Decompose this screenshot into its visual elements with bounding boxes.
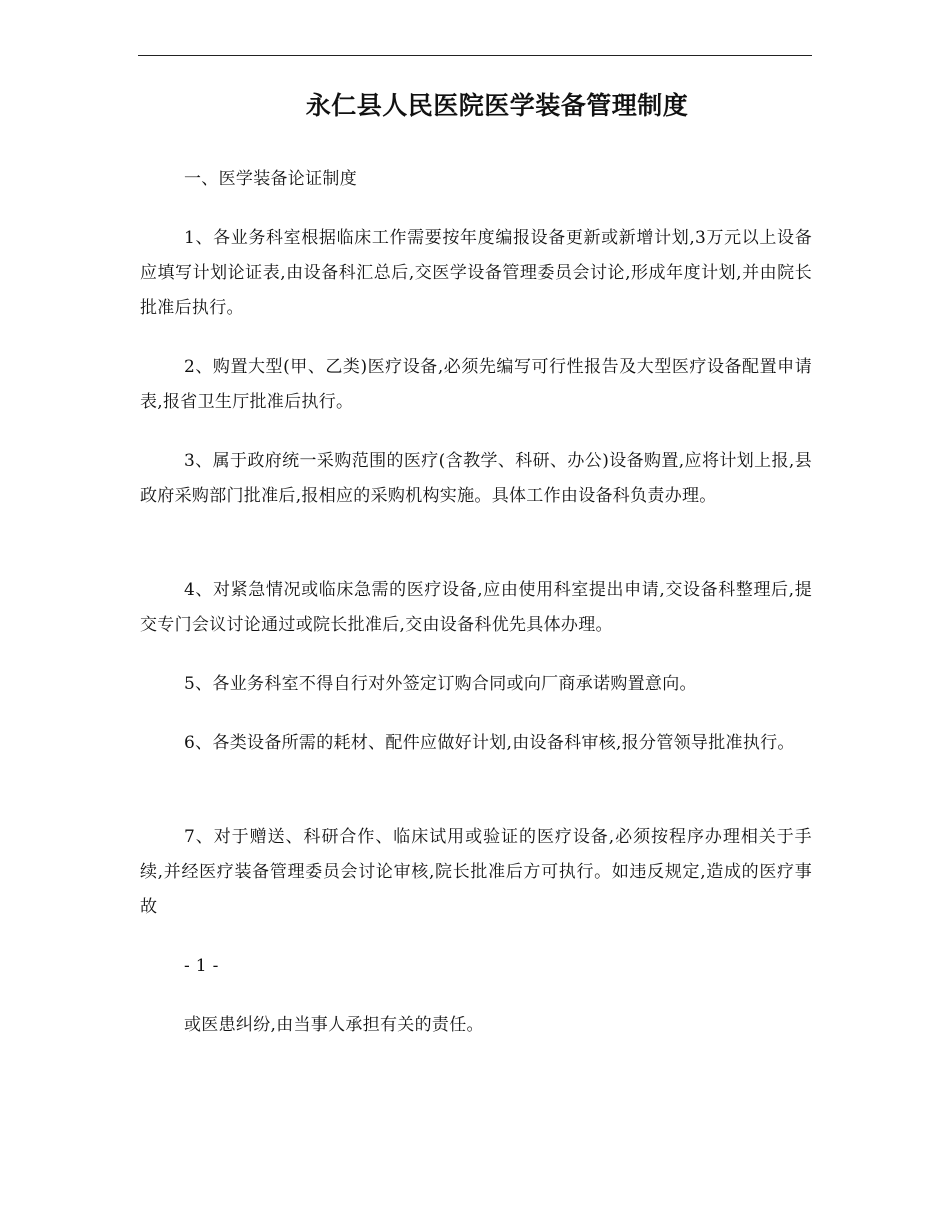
paragraph-4: 4、对紧急情况或临床急需的医疗设备,应由使用科室提出申请,交设备科整理后,提交专门会议讨论通过或院长批准后,交由设备科优先具体办理。 (140, 580, 812, 635)
page-number: - 1 - (184, 956, 219, 976)
continuation-paragraph: 或医患纠纷,由当事人承担有关的责任。 (184, 1015, 484, 1035)
section-heading: 一、医学装备论证制度 (184, 169, 357, 189)
paragraph-1: 1、各业务科室根据临床工作需要按年度编报设备更新或新增计划,3万元以上设备应填写计划论证表,由设备科汇总后,交医学设备管理委员会讨论,形成年度计划,并由院长批准后执行。 (140, 228, 812, 318)
paragraph-2: 2、购置大型(甲、乙类)医疗设备,必须先编写可行性报告及大型医疗设备配置申请表,报省卫生厅批准后执行。 (140, 357, 812, 412)
paragraph-5: 5、各业务科室不得自行对外签定订购合同或向厂商承诺购置意向。 (184, 674, 697, 694)
header-rule (138, 55, 812, 56)
document-title: 永仁县人民医院医学装备管理制度 (305, 91, 689, 120)
paragraph-6: 6、各类设备所需的耗材、配件应做好计划,由设备科审核,报分管领导批准执行。 (184, 733, 795, 753)
paragraph-3: 3、属于政府统一采购范围的医疗(含教学、科研、办公)设备购置,应将计划上报,县政府采购部门批准后,报相应的采购机构实施。具体工作由设备科负责办理。 (140, 451, 812, 506)
paragraph-7: 7、对于赠送、科研合作、临床试用或验证的医疗设备,必须按程序办理相关于手续,并经医疗装备管理委员会讨论审核,院长批准后方可执行。如违反规定,造成的医疗事故 (140, 827, 812, 917)
